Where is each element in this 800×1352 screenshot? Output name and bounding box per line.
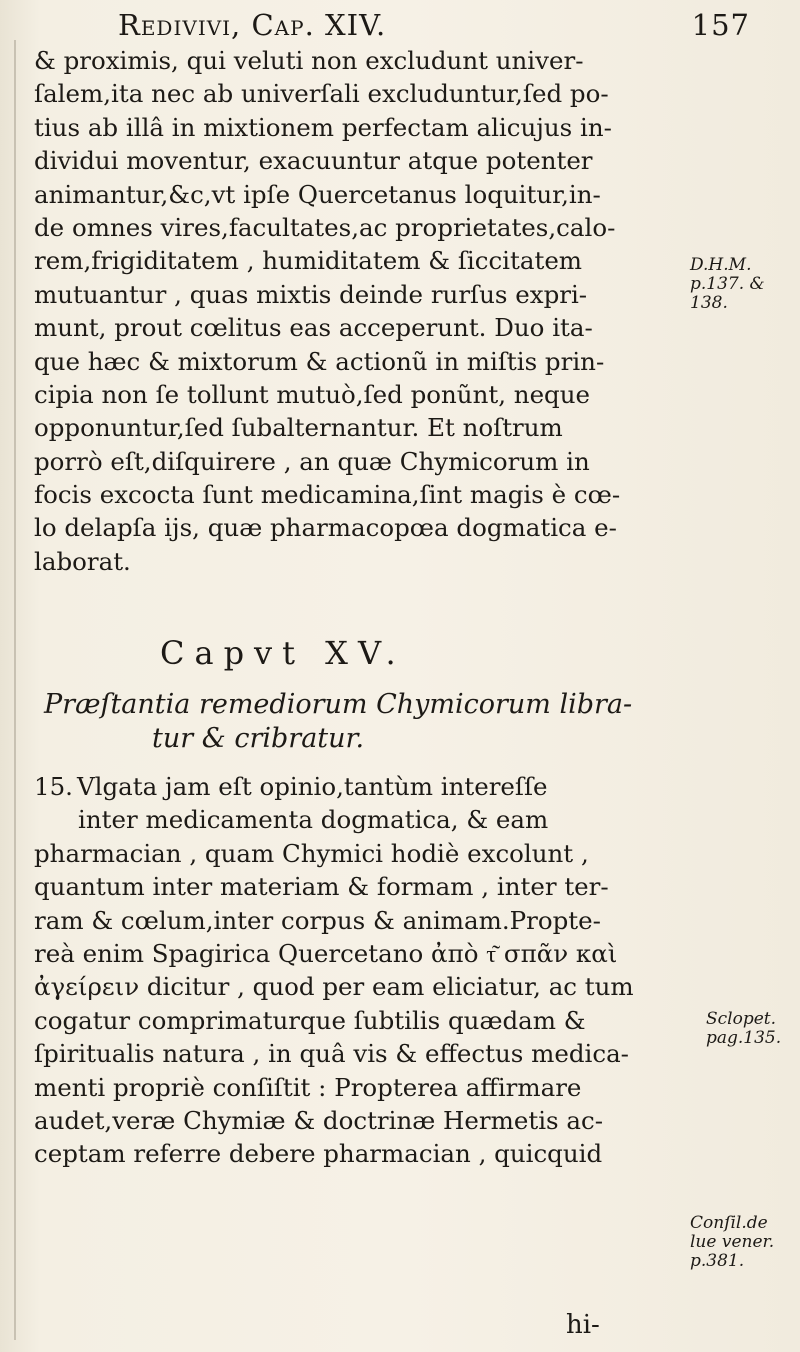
gutter-edge (14, 40, 16, 1340)
text-line: cogatur comprimaturque ſubtilis quædam & (34, 1005, 586, 1035)
text-line: quantum inter materiam & formam , inter ter- (34, 872, 609, 902)
text-line: focis excocta ſunt medicamina,ſint magis è cœ- (34, 480, 621, 510)
text-line: dividui moventur, exacuuntur atque potenter (34, 146, 593, 176)
margin-note-consil (690, 1214, 774, 1271)
text-line: ἀγείρειν dicitur , quod per eam eliciatur, ac tum (34, 972, 634, 1002)
chapter-xiv-text (34, 44, 654, 578)
margin-note-consil-line-1: Conſil.de (690, 1213, 768, 1233)
running-title: Redivivi, Cap. XIV. (118, 8, 387, 42)
text-line: & proximis, qui veluti non excludunt univer- (34, 46, 584, 75)
text-line: inter medicamenta dogmatica, & eam (78, 805, 549, 835)
text-line: audet,veræ Chymiæ & doctrinæ Hermetis ac- (34, 1105, 604, 1135)
text-line: rem,frigiditatem , humiditatem & ſiccitatem (34, 246, 583, 276)
text-line: munt, prout cœlitus eas acceperunt. Duo ita- (34, 313, 593, 343)
text-line: menti propriè conſiſtit : Propterea affirmare (34, 1072, 582, 1102)
text-line: reà enim Spagirica Quercetano ἀπὸ τ͂ σπᾶν καὶ (34, 938, 618, 968)
catchword: hi- (566, 1310, 600, 1340)
subtitle-line-1: Præſtantia remediorum Chymicorum libra- (44, 689, 633, 720)
margin-note-sclopet-line-1: Sclopet. (706, 1009, 777, 1029)
margin-note-dhm-line-2: p.137. & (690, 274, 765, 294)
subtitle-line-2: tur & cribratur. (152, 723, 365, 754)
margin-note-dhm (690, 256, 765, 313)
text-line: porrò eſt,diſquirere , an quæ Chymicorum in (34, 446, 590, 476)
text-line: mutuantur , quas mixtis deinde rurſus expri- (34, 279, 588, 309)
section-number: 15. (34, 772, 73, 801)
text-line: ram & cœlum,inter corpus & animam.Propte- (34, 905, 601, 935)
text-line: ſpiritualis natura , in quâ vis & effectus medica- (34, 1039, 629, 1069)
margin-note-sclopet-line-2: pag.135. (706, 1028, 782, 1048)
margin-note-dhm-line-3: 138. (690, 293, 728, 313)
text-line: ſalem,ita nec ab univerſali excluduntur,ſed po- (34, 79, 609, 109)
text-line: ceptam referre debere pharmacian , quicquid (34, 1139, 603, 1169)
text-line: tius ab illâ in mixtionem perfectam alicujus in- (34, 112, 612, 142)
text-line: lo delapſa ijs, quæ pharmacopœa dogmatica e- (34, 513, 617, 543)
margin-note-dhm-line-1: D.H.M. (690, 255, 752, 275)
text-line: opponuntur,ſed ſubalternantur. Et noſtrum (34, 413, 563, 443)
margin-note-consil-line-3: p.381. (690, 1251, 745, 1271)
text-line: que hæc & mixtorum & actionũ in miſtis prin- (34, 346, 605, 376)
section-first-line: Vlgata jam eſt opinio,tantùm intereſſe (76, 772, 548, 801)
margin-note-consil-line-2: lue vener. (690, 1232, 775, 1252)
running-header (118, 8, 758, 48)
chapter-subtitle (44, 688, 684, 756)
text-line (34, 770, 654, 803)
margin-note-sclopet (706, 1010, 781, 1048)
text-line: pharmacian , quam Chymici hodiè excolunt , (34, 838, 589, 868)
text-line: animantur,&c,vt ipſe Quercetanus loquitur,in- (34, 179, 601, 209)
text-line: de omnes vires,facultates,ac proprietates,calo- (34, 212, 616, 242)
page-number: 157 (691, 8, 750, 42)
text-line: cipia non ſe tollunt mutuò,ſed ponũnt, neque (34, 379, 591, 409)
chapter-heading: Capvt XV. (160, 634, 406, 672)
section-15-text (34, 770, 654, 1171)
text-line: laborat. (34, 546, 131, 576)
